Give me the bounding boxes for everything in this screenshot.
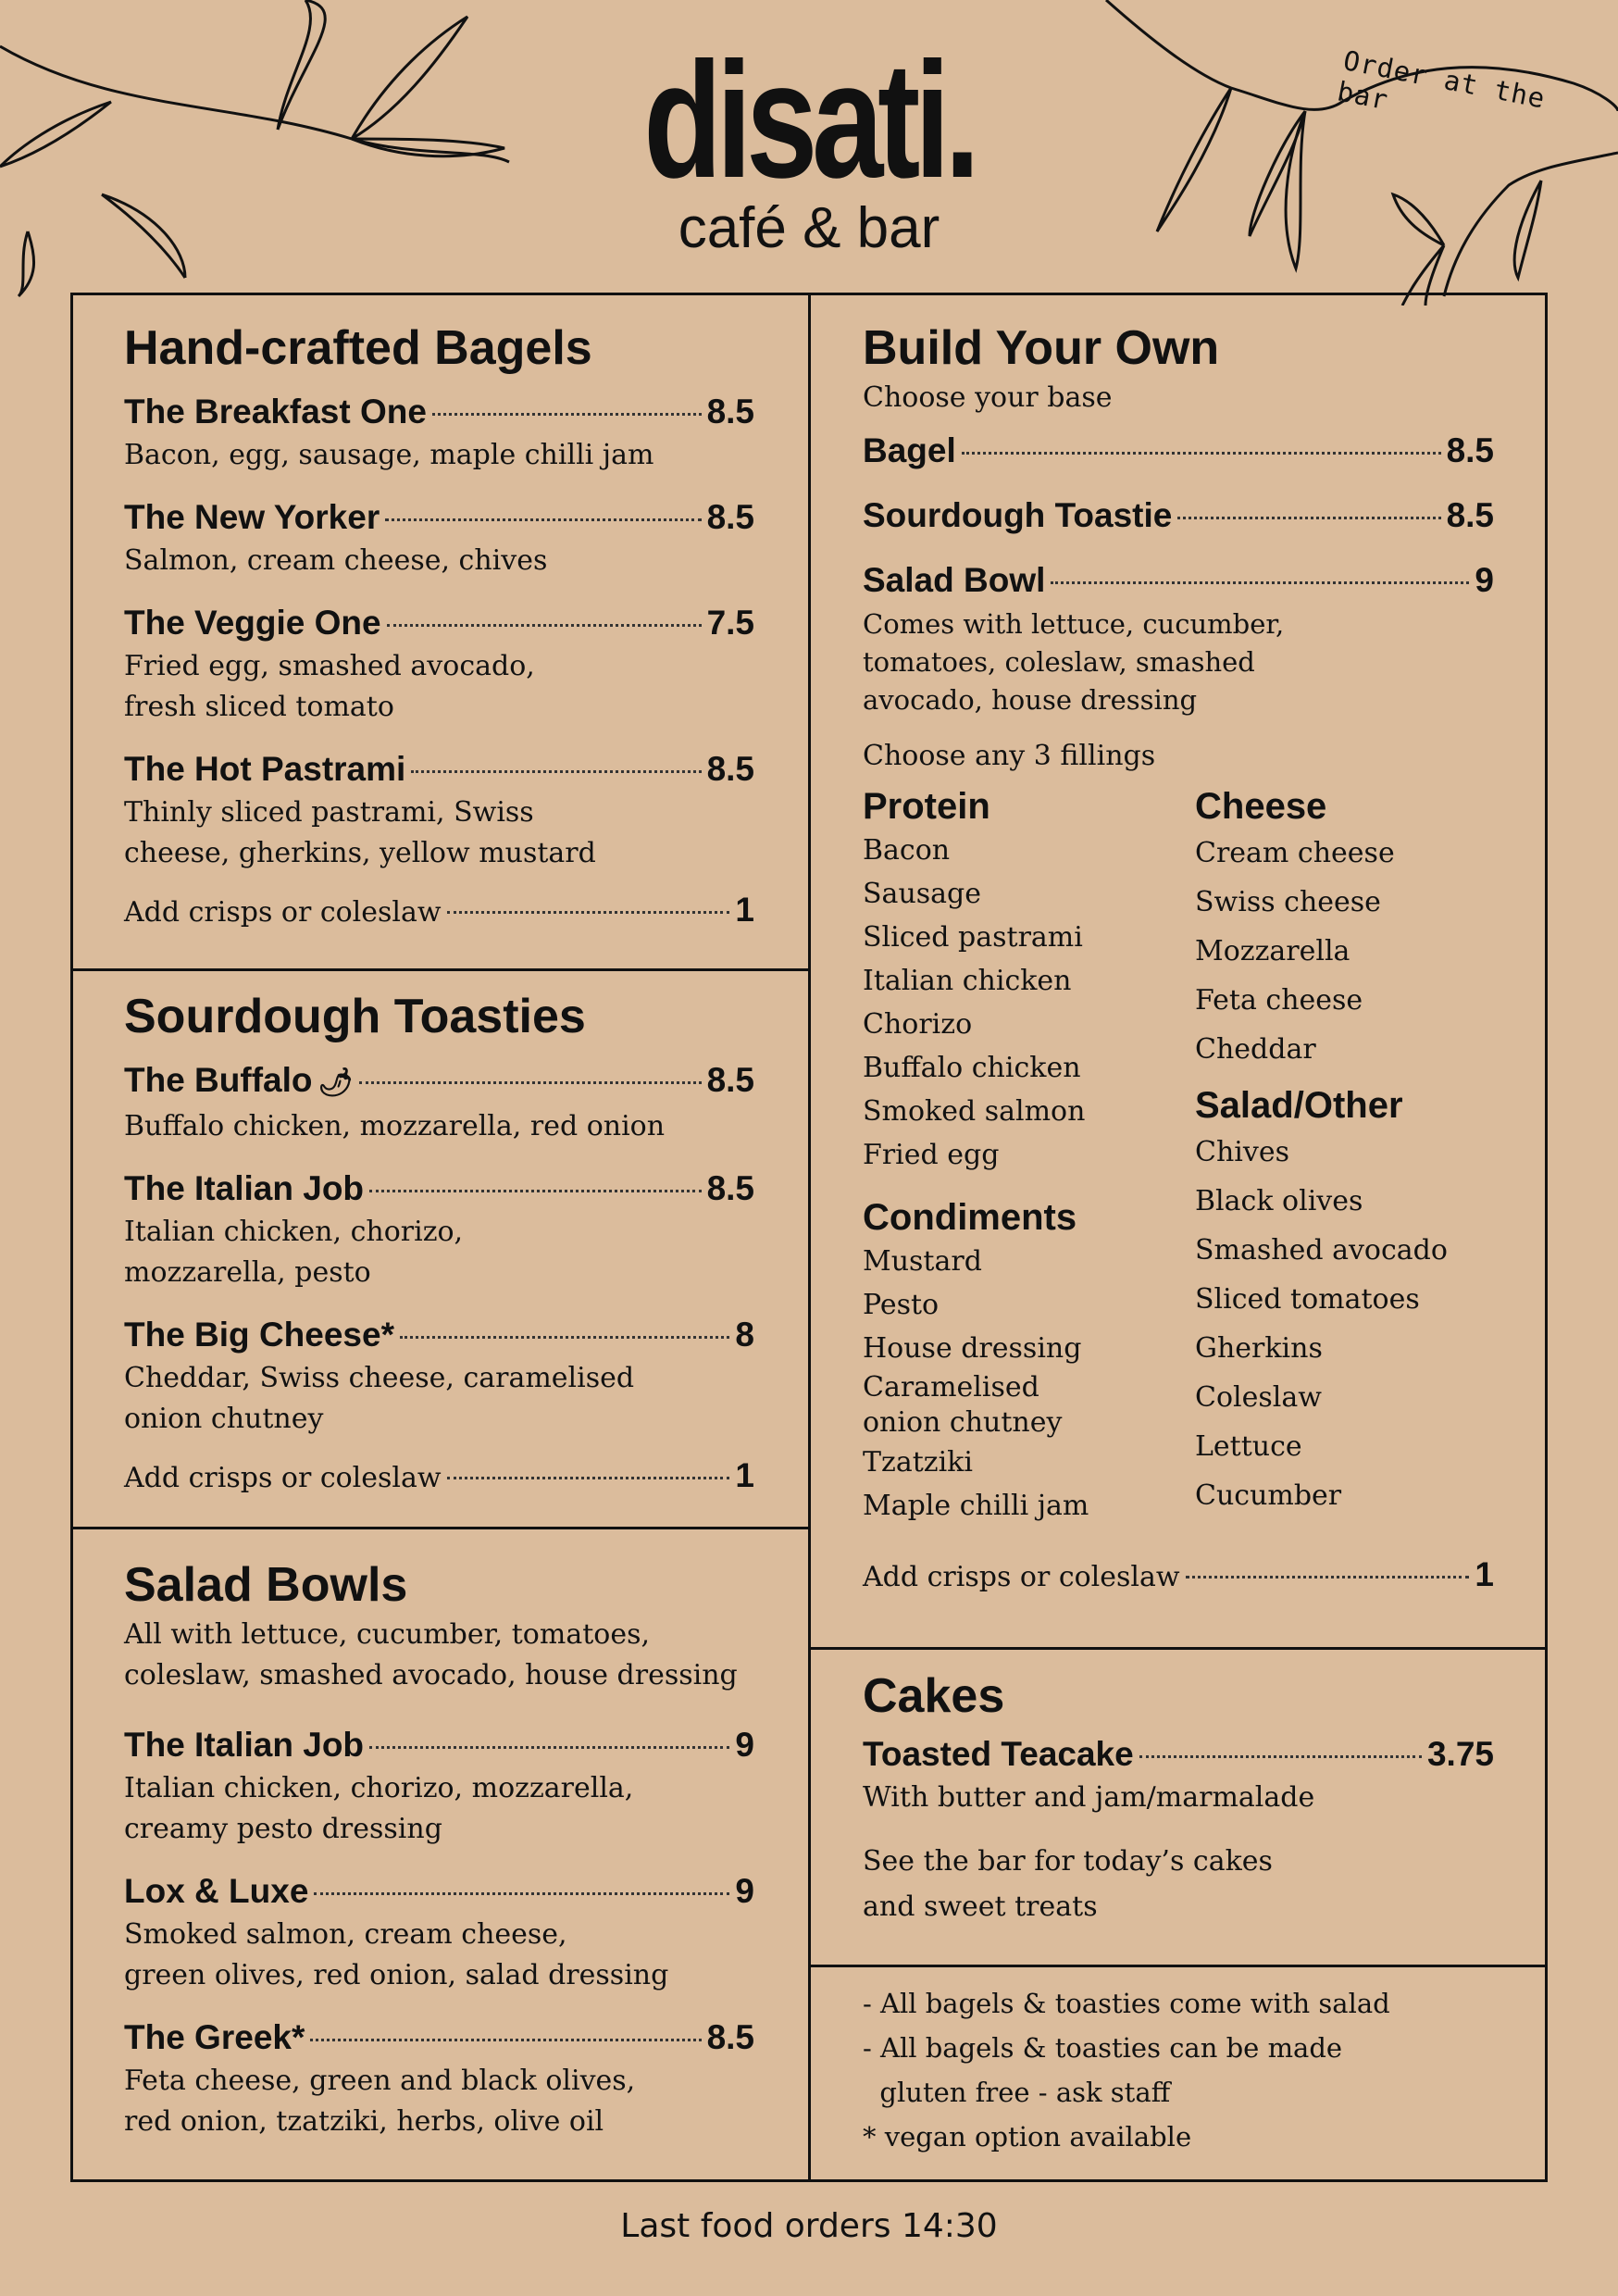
section-title: Build Your Own [863,321,1220,375]
dot-leader [385,518,701,521]
salad-bowl-note: Comes with lettuce, cucumber, [863,608,1285,640]
item-price: 8.5 [706,1169,754,1207]
dot-leader [447,911,730,914]
filling-option: Mustard [863,1245,982,1278]
section-title: Salad Bowls [124,1558,408,1612]
dot-leader [1186,1576,1470,1578]
item-description: creamy pesto dressing [124,1813,442,1845]
filling-group-title: Protein [863,786,990,827]
item-name: Toasted Teacake [863,1735,1134,1773]
dot-leader [314,1892,729,1895]
menu-item-row [124,494,754,541]
filling-option: Smashed avocado [1195,1234,1448,1267]
item-description: With butter and jam/marmalade [863,1781,1315,1814]
filling-option: Tzatziki [863,1446,973,1479]
dot-leader [447,1477,730,1479]
fillings-column-right [1195,784,1494,1528]
menu-item [124,1312,754,1440]
filling-option: Coleslaw [1195,1381,1322,1414]
item-price: 1 [735,891,754,929]
item-price: 1 [1475,1555,1494,1593]
item-name: The Greek* [124,2018,305,2056]
item-price: 8.5 [1446,431,1494,469]
item-price: 8.5 [706,1061,754,1099]
item-description: Thinly sliced pastrami, Swiss [124,796,534,829]
column-divider [808,293,811,2182]
build-your-own-section [863,318,1494,1601]
item-name: Bagel [863,431,956,469]
filling-option: Lettuce [1195,1430,1302,1463]
menu-item [124,746,754,874]
filling-option: Maple chilli jam [863,1490,1089,1522]
filling-option: Chorizo [863,1008,973,1041]
salad-bowl-note: tomatoes, coleslaw, smashed [863,646,1255,678]
item-name: Add crisps or coleslaw [863,1561,1180,1593]
item-name: Sourdough Toastie [863,496,1173,534]
dot-leader [962,452,1441,455]
item-description: Feta cheese, green and black olives, [124,2065,636,2097]
salad-bowl-note: avocado, house dressing [863,684,1198,716]
menu-item [124,1057,754,1147]
cakes-note: See the bar for today’s cakes [863,1845,1273,1878]
fillings-column-left [863,784,1195,1528]
menu-item [124,2015,754,2142]
section-divider [809,1647,1548,1650]
dot-leader [1051,581,1469,584]
item-price: 3.75 [1426,1735,1494,1773]
fillings-grid [863,784,1494,1528]
note-line: gluten free - ask staff [863,2077,1171,2108]
section-divider [70,968,811,971]
section-divider [70,1527,811,1529]
item-description: fresh sliced tomato [124,691,394,723]
menu-item [124,600,754,728]
filling-option: Swiss cheese [1195,886,1381,918]
item-description: mozzarella, pesto [124,1256,371,1289]
menu-item [124,1166,754,1293]
item-name: The New Yorker [124,498,380,536]
item-description: Fried egg, smashed avocado, [124,650,535,682]
filling-option: Cucumber [1195,1479,1342,1512]
section-title: Cakes [863,1669,1005,1723]
menu-item-row [863,557,1494,604]
filling-option: Italian chicken [863,965,1072,997]
chilli-icon: 🌶 [317,1067,354,1098]
base-label: Choose your base [863,381,1113,414]
item-name: Salad Bowl [863,561,1046,599]
item-description: Buffalo chicken, mozzarella, red onion [124,1110,666,1142]
filling-option: Mozzarella [1195,935,1350,967]
dot-leader [359,1081,702,1084]
filling-option: Sliced pastrami [863,921,1083,954]
item-price: 8.5 [706,2018,754,2056]
menu-item-row [863,493,1494,539]
item-description: Salmon, cream cheese, chives [124,544,548,577]
filling-option: Gherkins [1195,1332,1323,1365]
cakes-note: and sweet treats [863,1890,1098,1923]
filling-group-title: Cheese [1195,786,1327,827]
item-name: The Big Cheese* [124,1316,394,1354]
item-description: green olives, red onion, salad dressing [124,1959,669,1991]
menu-item-row [124,1166,754,1212]
dot-leader [1139,1755,1422,1758]
item-name: The Italian Job [124,1726,365,1764]
menu-item-row [124,389,754,435]
dot-leader [387,624,702,627]
item-price: 8 [735,1316,754,1354]
item-name: The Breakfast One [124,393,427,430]
note-line: - All bagels & toasties can be made [863,2032,1343,2064]
dot-leader [411,770,701,773]
filling-option: Feta cheese [1195,984,1363,1017]
menu-item-row [124,1453,754,1502]
filling-option: Caramelised onion chutney [863,1371,1063,1439]
item-description: Bacon, egg, sausage, maple chilli jam [124,439,654,471]
filling-option: House dressing [863,1332,1082,1365]
item-description: Smoked salmon, cream cheese, [124,1918,567,1951]
notes-section [863,1981,1511,2159]
last-orders-footer: Last food orders 14:30 [620,2207,998,2245]
filling-option: Bacon [863,834,951,867]
filling-group-title: Condiments [863,1197,1077,1238]
item-name: The Hot Pastrami [124,750,406,788]
order-at-bar-note: Order at the bar [1335,44,1549,117]
item-name: The Veggie One [124,604,381,642]
filling-option: Chives [1195,1136,1289,1168]
section-intro: All with lettuce, cucumber, tomatoes, [124,1618,651,1651]
cakes-section [863,1666,1494,1929]
item-description: onion chutney [124,1403,324,1435]
menu-item [124,1722,754,1850]
dot-leader [369,1746,729,1749]
item-price: 8.5 [706,498,754,536]
menu-item [124,1868,754,1996]
fillings-label: Choose any 3 fillings [863,740,1156,772]
item-price: 7.5 [706,604,754,642]
toasties-section [124,987,754,1502]
item-price: 1 [735,1456,754,1494]
filling-option: Cream cheese [1195,837,1395,869]
menu-item-row [863,1731,1494,1778]
section-divider [809,1965,1548,1967]
logo-subtitle: café & bar [678,196,940,260]
item-name: The Italian Job [124,1169,365,1207]
menu-item-row [124,1722,754,1768]
item-description: cheese, gherkins, yellow mustard [124,837,596,869]
filling-option: Cheddar [1195,1033,1316,1066]
menu-item [124,389,754,476]
section-intro: coleslaw, smashed avocado, house dressing [124,1659,738,1691]
dot-leader [432,413,702,416]
section-title: Hand-crafted Bagels [124,321,592,375]
salads-section [124,1555,754,2161]
item-name: The Buffalo [124,1061,313,1099]
filling-option: Fried egg [863,1139,1000,1171]
item-name: Add crisps or coleslaw [124,896,442,929]
filling-group-title: Salad/Other [1195,1085,1403,1126]
dot-leader [400,1336,729,1339]
dot-leader [310,2039,701,2041]
item-price: 8.5 [706,750,754,788]
menu-item-row [863,428,1494,474]
filling-option: Pesto [863,1289,940,1321]
item-description: Cheddar, Swiss cheese, caramelised [124,1362,635,1394]
item-description: Italian chicken, chorizo, mozzarella, [124,1772,634,1804]
menu-item-row [124,2015,754,2061]
filling-option: Black olives [1195,1185,1363,1217]
item-price: 8.5 [1446,496,1494,534]
dot-leader [1177,517,1440,519]
item-description: red onion, tzatziki, herbs, olive oil [124,2105,604,2138]
menu-item-row [124,1312,754,1358]
menu-item-row [124,1868,754,1915]
menu-item-row [124,600,754,646]
menu-item-row [863,1552,1494,1601]
menu-item-row [124,887,754,936]
item-price: 9 [1475,561,1494,599]
note-line: - All bagels & toasties come with salad [863,1988,1390,2019]
logo: disati. [643,28,975,212]
dot-leader [369,1190,702,1192]
item-price: 9 [735,1872,754,1910]
item-name: Lox & Luxe [124,1872,309,1910]
filling-option: Buffalo chicken [863,1052,1081,1084]
section-title: Sourdough Toasties [124,990,586,1043]
item-name: Add crisps or coleslaw [124,1462,442,1494]
item-description: Italian chicken, chorizo, [124,1216,464,1248]
filling-option: Sausage [863,878,981,910]
menu-item-row [124,746,754,792]
filling-option: Smoked salmon [863,1095,1086,1128]
bagels-section [124,318,754,936]
note-line: * vegan option available [863,2121,1192,2152]
item-price: 8.5 [706,393,754,430]
menu-item [124,494,754,581]
item-price: 9 [735,1726,754,1764]
menu-item-row [124,1057,754,1106]
filling-option: Sliced tomatoes [1195,1283,1420,1316]
